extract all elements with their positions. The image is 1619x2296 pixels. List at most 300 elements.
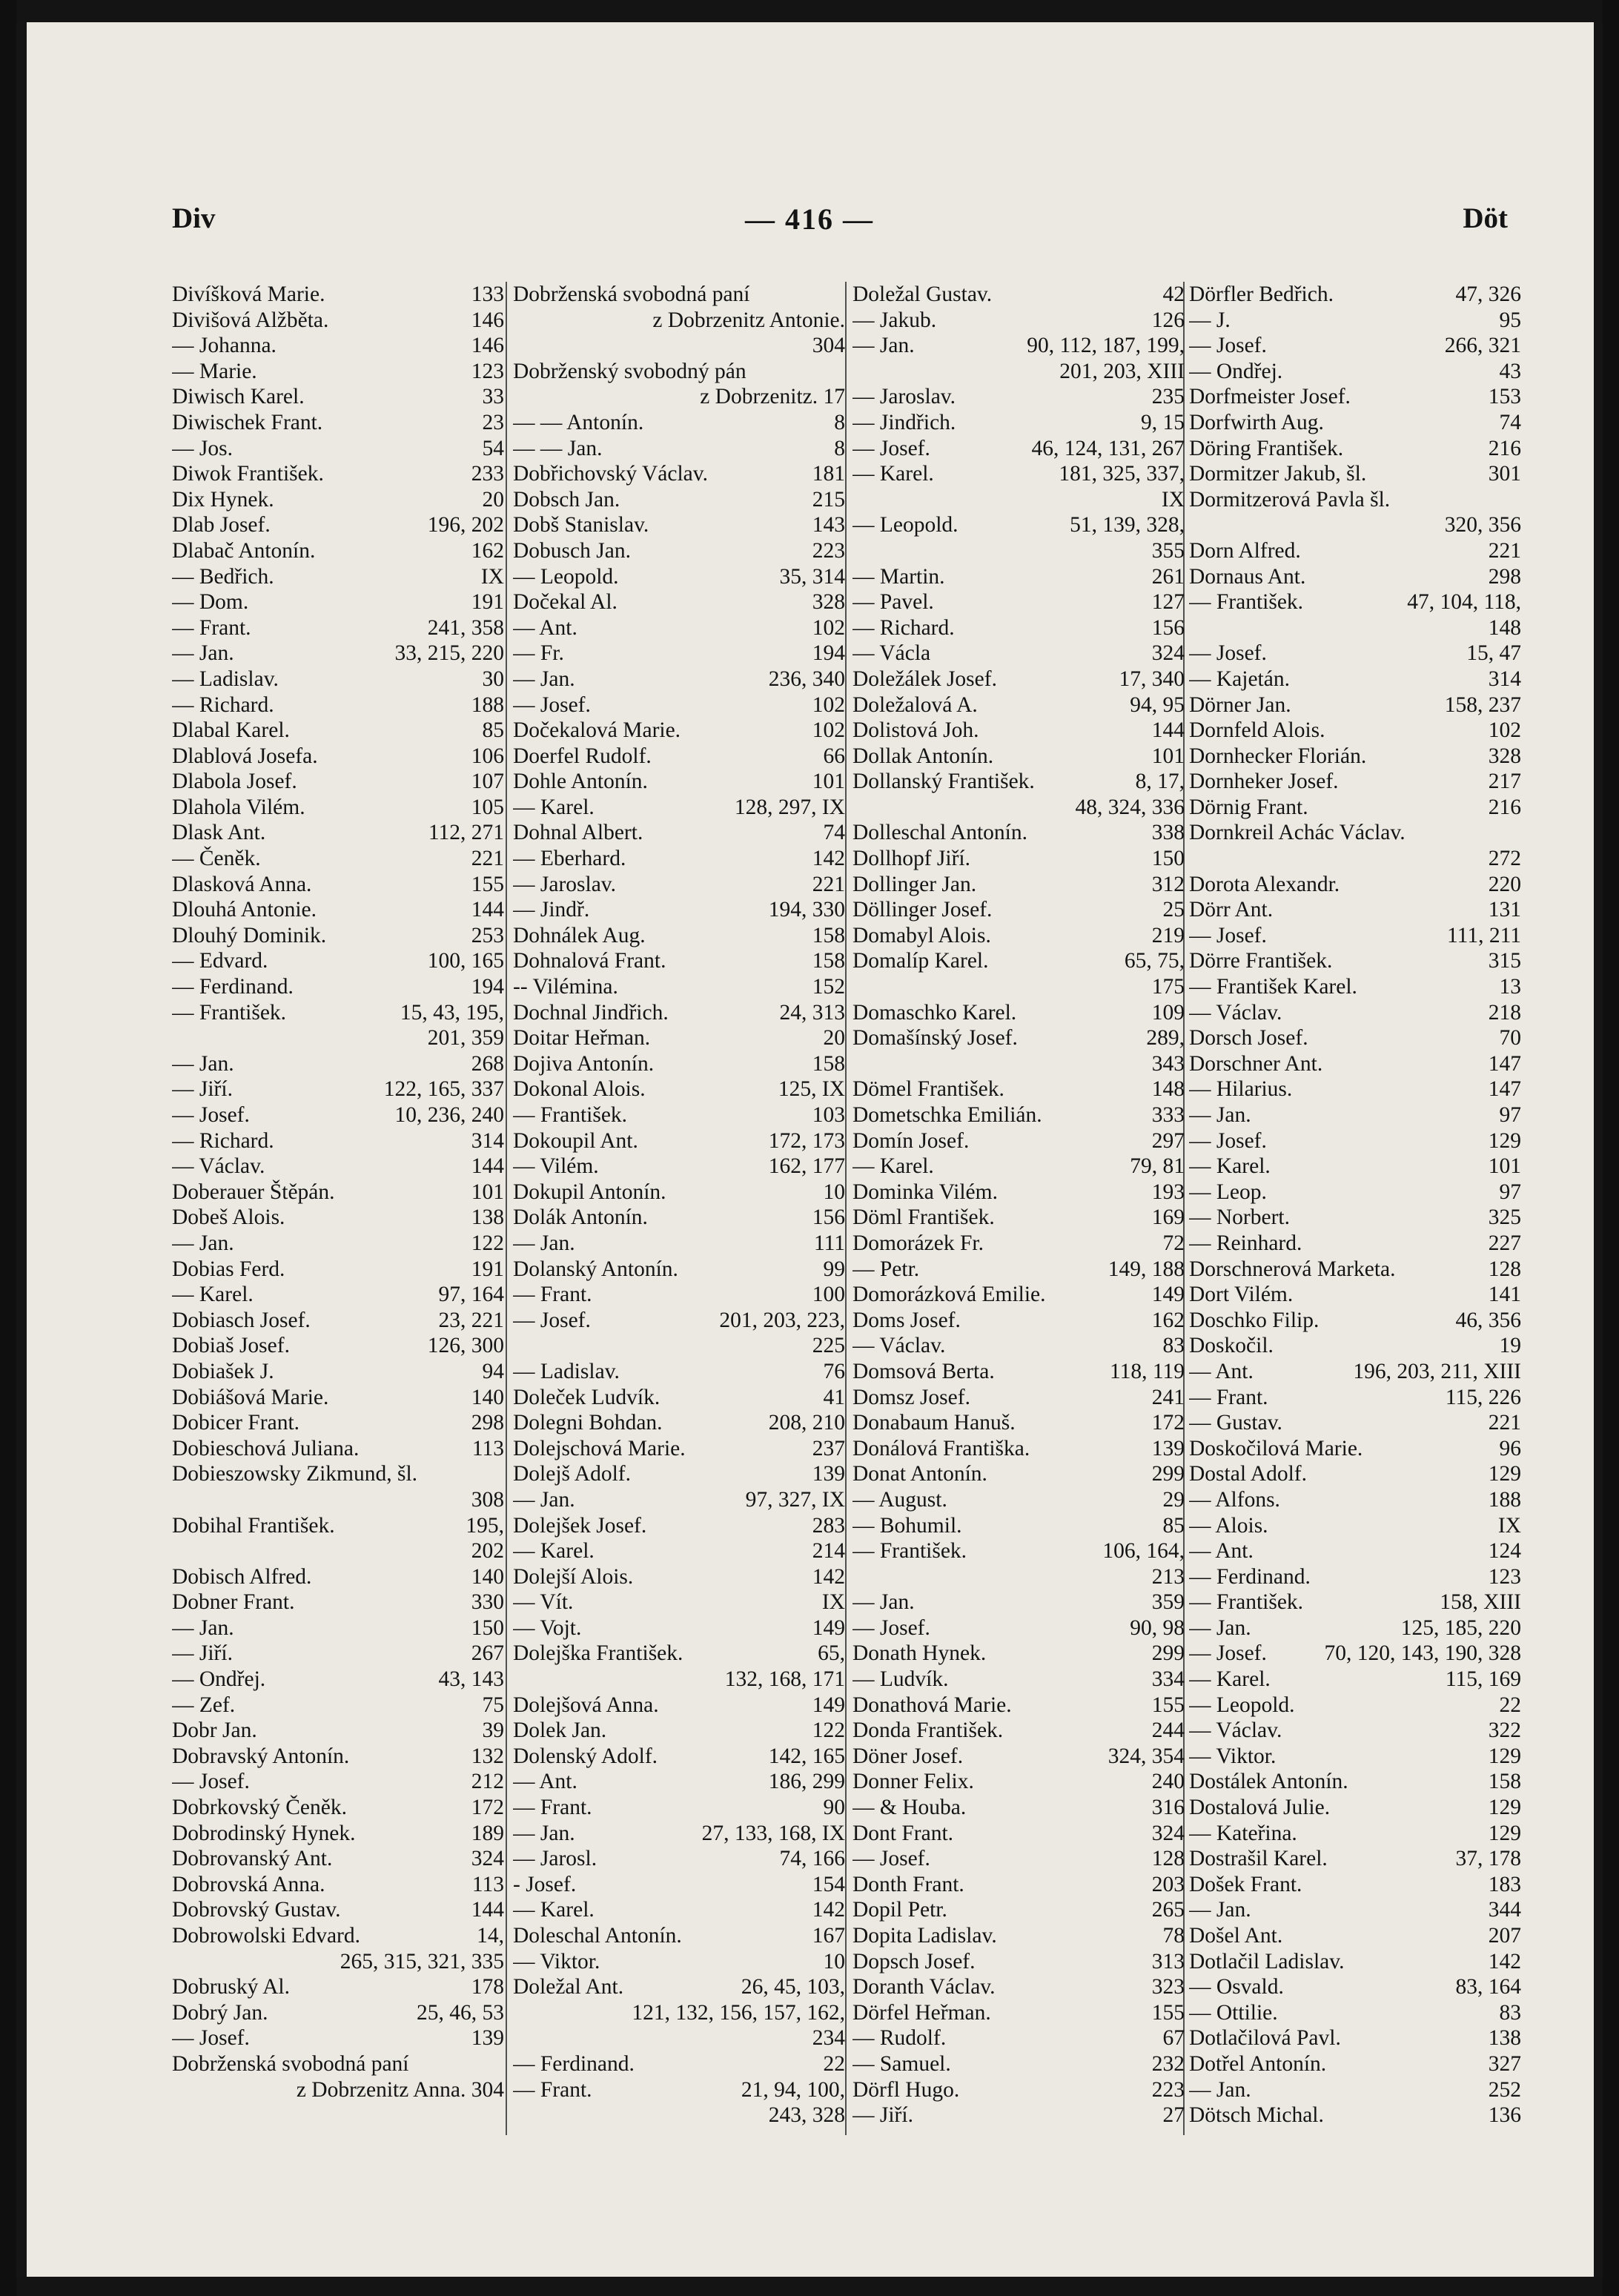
entry-pages: 183	[1488, 1872, 1521, 1896]
entry-name: — Edvard.	[172, 949, 268, 973]
entry-name: — Reinhard.	[1189, 1231, 1302, 1255]
index-entry	[172, 461, 504, 487]
entry-pages: 101	[1151, 744, 1185, 768]
entry-name: — Martin.	[852, 564, 945, 589]
entry-pages: 193	[1151, 1180, 1185, 1204]
entry-name: Dobrovský Gustav.	[172, 1898, 341, 1922]
index-entry	[172, 384, 504, 410]
entry-name: — Jan.	[172, 1615, 234, 1640]
entry-name: — Čeněk.	[172, 847, 261, 871]
entry-pages: 17, 340	[1119, 666, 1185, 691]
entry-pages: 240	[1151, 1770, 1185, 1794]
index-entry	[852, 512, 1185, 538]
entry-pages: 148	[1488, 615, 1521, 640]
index-entry	[1189, 1051, 1521, 1077]
entry-name: Dohnálek Aug.	[513, 923, 646, 947]
entry-pages: 219	[1151, 923, 1185, 947]
index-entry	[1189, 589, 1521, 615]
entry-pages: 267	[471, 1641, 504, 1666]
index-entry	[172, 1795, 504, 1821]
entry-pages: 268	[471, 1051, 504, 1076]
index-entry	[1189, 1513, 1521, 1539]
entry-pages: 138	[1488, 2026, 1521, 2051]
entry-name: Donálová Františka.	[852, 1436, 1030, 1460]
index-entry	[172, 846, 504, 872]
entry-pages: 75	[482, 1693, 504, 1717]
entry-pages: 22	[1499, 1693, 1521, 1717]
index-entry	[852, 1949, 1185, 1975]
entry-name: Dobrženská svobodná paní	[172, 2051, 409, 2076]
entry-pages: z Dobrzenitz Anna. 304	[296, 2077, 504, 2102]
entry-name: — Josef.	[1189, 1641, 1267, 1666]
index-entry	[1189, 1231, 1521, 1257]
entry-name: Donth Frant.	[852, 1872, 964, 1896]
index-entry	[513, 589, 845, 615]
index-entry	[852, 1923, 1185, 1949]
index-entry	[1189, 1102, 1521, 1128]
entry-pages: 9, 15	[1141, 410, 1185, 434]
entry-name: Dometschka Emilián.	[852, 1103, 1042, 1127]
entry-pages: 150	[471, 1615, 504, 1640]
entry-name: Dornfeld Alois.	[1189, 718, 1325, 743]
index-entry	[1189, 1795, 1521, 1821]
entry-pages: 208, 210	[768, 1411, 845, 1435]
index-entry	[1189, 1128, 1521, 1154]
entry-name: Dobihal František.	[172, 1513, 335, 1538]
entry-pages: 196, 202	[427, 513, 504, 537]
index-column-3	[852, 282, 1185, 2128]
entry-name: Dörr Ant.	[1189, 898, 1274, 922]
entry-pages: 315	[1488, 949, 1521, 973]
index-entry	[1189, 974, 1521, 1000]
index-entry	[172, 1667, 504, 1693]
entry-pages: 217	[1488, 770, 1521, 794]
index-entry	[852, 1564, 1185, 1590]
entry-pages: 54	[482, 436, 504, 460]
index-entry	[1189, 1487, 1521, 1513]
entry-name: — Jan.	[513, 1487, 575, 1512]
index-entry	[852, 1025, 1185, 1051]
entry-pages: 138	[471, 1205, 504, 1230]
entry-name: Dorschnerová Marketa.	[1189, 1257, 1396, 1281]
entry-name: Dobrovská Anna.	[172, 1872, 325, 1896]
entry-pages: 20	[823, 1026, 845, 1051]
index-entry	[852, 1180, 1185, 1205]
entry-pages: 172	[471, 1796, 504, 1820]
index-entry	[172, 641, 504, 666]
index-entry	[513, 897, 845, 923]
index-entry	[513, 948, 845, 974]
entry-pages: 308	[471, 1487, 504, 1512]
index-entry	[852, 564, 1185, 590]
entry-name: Dotlačilová Pavl.	[1189, 2026, 1341, 2051]
entry-pages: 216	[1488, 436, 1521, 460]
entry-name: — Václav.	[1189, 1000, 1282, 1025]
entry-pages: 299	[1151, 1462, 1185, 1486]
entry-pages: 181	[812, 462, 845, 486]
entry-pages: 325	[1488, 1205, 1521, 1230]
index-entry	[513, 1564, 845, 1590]
index-entry	[172, 923, 504, 949]
entry-name: — Alfons.	[1189, 1487, 1280, 1512]
entry-name: — Petr.	[852, 1257, 920, 1281]
index-entry	[513, 1180, 845, 1205]
entry-name: Doležalová A.	[852, 692, 978, 717]
index-entry	[513, 1667, 845, 1693]
entry-pages: 97, 327, IX	[745, 1487, 845, 1512]
index-entry	[513, 1693, 845, 1718]
entry-pages: 101	[812, 770, 845, 794]
entry-name: Dostal Adolf.	[1189, 1462, 1307, 1486]
index-entry	[852, 410, 1185, 436]
entry-name: Dolák Antonín.	[513, 1205, 648, 1230]
index-entry	[1189, 1025, 1521, 1051]
entry-pages: 203	[1151, 1872, 1185, 1896]
index-entry	[513, 308, 845, 334]
entry-pages: 139	[471, 2026, 504, 2051]
entry-name: — Ferdinand.	[1189, 1564, 1311, 1589]
entry-name: Doms Josef.	[852, 1308, 961, 1332]
entry-pages: 178	[471, 1975, 504, 1999]
entry-pages: 298	[1488, 564, 1521, 589]
index-entry	[852, 333, 1185, 359]
index-entry	[1189, 436, 1521, 462]
index-entry	[172, 1487, 504, 1513]
entry-name: Dlabola Josef.	[172, 770, 297, 794]
index-entry	[513, 1051, 845, 1077]
entry-name: Dočekal Al.	[513, 590, 618, 615]
index-entry	[1189, 923, 1521, 949]
entry-pages: 194	[471, 975, 504, 999]
index-entry	[172, 974, 504, 1000]
entry-name: Doberauer Štěpán.	[172, 1180, 335, 1204]
entry-pages: 70	[1499, 1026, 1521, 1051]
index-entry	[172, 1333, 504, 1359]
index-entry	[1189, 820, 1521, 846]
index-entry	[1189, 282, 1521, 308]
entry-name: — Fr.	[513, 641, 564, 666]
entry-name: — Karel.	[513, 795, 595, 819]
entry-pages: 85	[1162, 1513, 1185, 1538]
entry-name: — Vojt.	[513, 1615, 582, 1640]
entry-pages: 122	[812, 1718, 845, 1743]
entry-pages: 123	[1488, 1564, 1521, 1589]
index-entry	[852, 359, 1185, 385]
entry-pages: 22	[823, 2051, 845, 2076]
index-entry	[172, 487, 504, 513]
index-entry	[172, 308, 504, 334]
index-entry	[172, 1769, 504, 1795]
entry-pages: 123	[471, 359, 504, 383]
index-entry	[852, 436, 1185, 462]
entry-name: Dopsch Josef.	[852, 1949, 976, 1974]
entry-pages: 175	[1151, 975, 1185, 999]
index-entry	[1189, 2077, 1521, 2103]
index-entry	[852, 1000, 1185, 1026]
page-number: — 416 —	[745, 202, 874, 236]
entry-pages: 65,	[818, 1641, 845, 1666]
entry-name: — Karel.	[852, 462, 934, 486]
entry-pages: 72	[1162, 1231, 1185, 1255]
entry-name: Dörfl Hugo.	[852, 2077, 960, 2102]
index-entry	[852, 308, 1185, 334]
entry-name: Doskočilová Marie.	[1189, 1436, 1363, 1460]
index-entry	[852, 1076, 1185, 1102]
entry-name: — Jan.	[1189, 1898, 1251, 1922]
index-entry	[852, 666, 1185, 692]
entry-pages: 201, 359	[427, 1026, 504, 1051]
entry-pages: 13	[1499, 975, 1521, 999]
entry-pages: 94	[482, 1359, 504, 1383]
entry-pages: 158	[1488, 1770, 1521, 1794]
entry-name: Dörfel Heřman.	[852, 2000, 991, 2025]
entry-pages: 101	[471, 1180, 504, 1204]
entry-pages: 195,	[466, 1513, 504, 1538]
entry-pages: 74, 166	[779, 1847, 845, 1871]
entry-pages: 359	[1151, 1590, 1185, 1615]
index-entry	[852, 1410, 1185, 1436]
entry-pages: 133	[471, 282, 504, 306]
entry-pages: 324	[1151, 641, 1185, 666]
entry-pages: 140	[471, 1564, 504, 1589]
entry-pages: 207	[1488, 1924, 1521, 1948]
index-entry	[513, 1461, 845, 1487]
entry-pages: 265, 315, 321, 335	[340, 1949, 504, 1974]
entry-name: — František.	[513, 1103, 628, 1127]
entry-name: — Karel.	[513, 1539, 595, 1564]
entry-pages: 142, 165	[768, 1744, 845, 1768]
entry-pages: 113	[471, 1872, 504, 1896]
entry-name: Dolejschová Marie.	[513, 1436, 686, 1460]
entry-name: — Jindřich.	[852, 410, 956, 434]
entry-pages: 328	[812, 590, 845, 615]
entry-pages: 320, 356	[1444, 513, 1521, 537]
entry-name: — Josef.	[1189, 923, 1267, 947]
entry-name: Dollhopf Jiří.	[852, 847, 970, 871]
entry-name: — Josef.	[852, 436, 930, 460]
entry-name: Dolek Jan.	[513, 1718, 607, 1743]
entry-pages: 144	[471, 898, 504, 922]
entry-pages: 105	[471, 795, 504, 819]
entry-name: — Johanna.	[172, 334, 277, 358]
index-column-1	[172, 282, 504, 2103]
entry-pages: 313	[1151, 1949, 1185, 1974]
entry-pages: 14,	[477, 1924, 504, 1948]
entry-name: — Leopold.	[1189, 1693, 1295, 1717]
entry-pages: 20	[482, 487, 504, 512]
index-entry	[513, 1897, 845, 1923]
index-entry	[172, 436, 504, 462]
entry-name: Doležálek Josef.	[852, 666, 997, 691]
entry-name: Dolanský Antonín.	[513, 1257, 678, 1281]
entry-pages: 261	[1151, 564, 1185, 589]
entry-pages: 15, 47	[1466, 641, 1521, 666]
index-entry	[513, 1257, 845, 1283]
entry-pages: 213	[1151, 1564, 1185, 1589]
index-entry	[1189, 1923, 1521, 1949]
index-entry	[1189, 1667, 1521, 1693]
entry-pages: 191	[471, 590, 504, 615]
entry-name: — Ludvík.	[852, 1667, 949, 1692]
entry-name: — Karel.	[513, 1898, 595, 1922]
entry-pages: 162, 177	[768, 1154, 845, 1179]
entry-name: — František.	[1189, 1590, 1304, 1615]
entry-name: — Jakub.	[852, 308, 937, 332]
index-entry	[1189, 1641, 1521, 1667]
index-entry	[172, 1897, 504, 1923]
index-entry	[1189, 615, 1521, 641]
entry-name: Dobruský Al.	[172, 1975, 290, 1999]
entry-name: Dotřel Antonín.	[1189, 2051, 1327, 2076]
entry-name: — Jiří.	[172, 1641, 233, 1666]
entry-pages: 90	[823, 1796, 845, 1820]
entry-name: Dobrovanský Ant.	[172, 1847, 333, 1871]
index-entry	[1189, 846, 1521, 872]
entry-pages: 330	[471, 1590, 504, 1615]
entry-name: Dokonal Alois.	[513, 1077, 646, 1102]
index-entry	[852, 641, 1185, 666]
entry-name: Dorsch Josef.	[1189, 1026, 1308, 1051]
entry-name: — Jiří.	[852, 2103, 913, 2128]
entry-pages: 153	[1488, 385, 1521, 409]
entry-name: Domorázek Fr.	[852, 1231, 984, 1255]
index-entry	[1189, 641, 1521, 666]
index-entry	[852, 744, 1185, 770]
entry-pages: 265	[1151, 1898, 1185, 1922]
entry-pages: 147	[1488, 1051, 1521, 1076]
entry-pages: 328	[1488, 744, 1521, 768]
entry-name: — Kajetán.	[1189, 666, 1290, 691]
entry-name: — Jan.	[513, 1231, 575, 1255]
entry-pages: 333	[1151, 1103, 1185, 1127]
entry-name: — Leopold.	[513, 564, 619, 589]
entry-pages: 237	[812, 1436, 845, 1460]
index-entry	[513, 974, 845, 1000]
entry-pages: 128	[1151, 1847, 1185, 1871]
entry-pages: 8	[834, 410, 845, 434]
index-entry	[172, 2000, 504, 2026]
entry-name: Dopil Petr.	[852, 1898, 947, 1922]
entry-pages: 90, 98	[1130, 1615, 1185, 1640]
entry-name: Dix Hynek.	[172, 487, 274, 512]
index-entry	[513, 512, 845, 538]
index-entry	[513, 641, 845, 666]
entry-pages: 162	[1151, 1308, 1185, 1332]
entry-name: Domín Josef.	[852, 1128, 970, 1153]
index-entry	[852, 1872, 1185, 1898]
entry-pages: 106	[471, 744, 504, 768]
entry-pages: 156	[812, 1205, 845, 1230]
entry-pages: 298	[471, 1411, 504, 1435]
entry-pages: 236, 340	[768, 666, 845, 691]
entry-name: — Jarosl.	[513, 1847, 597, 1871]
entry-name: Domabyl Alois.	[852, 923, 991, 947]
index-entry	[172, 615, 504, 641]
entry-name: — Josef.	[513, 1308, 591, 1332]
entry-name: — Karel.	[1189, 1154, 1271, 1179]
entry-name: Dobr Jan.	[172, 1718, 257, 1743]
entry-pages: 149, 188	[1108, 1257, 1185, 1281]
index-entry	[513, 2077, 845, 2103]
entry-pages: 324, 354	[1108, 1744, 1185, 1768]
entry-pages: 148	[1151, 1077, 1185, 1102]
entry-pages: 115, 169	[1445, 1667, 1521, 1692]
entry-pages: 233	[471, 462, 504, 486]
index-entry	[852, 769, 1185, 795]
entry-name: — Ant.	[1189, 1539, 1254, 1564]
entry-name: Dostalová Julie.	[1189, 1796, 1331, 1820]
index-entry	[513, 2025, 845, 2051]
entry-pages: 220	[1488, 872, 1521, 896]
entry-pages: 78	[1162, 1924, 1185, 1948]
entry-pages: 316	[1151, 1796, 1185, 1820]
index-entry	[513, 846, 845, 872]
entry-pages: 129	[1488, 1744, 1521, 1768]
index-entry	[172, 718, 504, 744]
entry-name: — Samuel.	[852, 2051, 951, 2076]
entry-name: Dobřichovský Václav.	[513, 462, 708, 486]
entry-pages: 304	[812, 334, 845, 358]
entry-pages: 299	[1151, 1641, 1185, 1666]
entry-pages: 8, 17,	[1135, 770, 1185, 794]
entry-pages: 41	[823, 1385, 845, 1409]
entry-pages: 47, 326	[1455, 282, 1521, 306]
index-entry	[172, 1025, 504, 1051]
index-entry	[1189, 692, 1521, 718]
entry-name: — Jos.	[172, 436, 233, 460]
index-entry	[172, 2077, 504, 2103]
entry-name: — Josef.	[852, 1615, 930, 1640]
entry-name: — Josef.	[513, 692, 591, 717]
entry-name: — Pavel.	[852, 590, 934, 615]
entry-pages: 121, 132, 156, 157, 162,	[632, 2000, 845, 2025]
entry-name: Doležal Gustav.	[852, 282, 993, 306]
entry-pages: 221	[1488, 538, 1521, 563]
entry-pages: 162	[471, 538, 504, 563]
index-entry	[1189, 1076, 1521, 1102]
entry-pages: 155	[1151, 1693, 1185, 1717]
index-entry	[513, 1974, 845, 2000]
index-entry	[852, 1359, 1185, 1385]
index-entry	[172, 1872, 504, 1898]
entry-pages: 188	[1488, 1487, 1521, 1512]
entry-name: — Karel.	[1189, 1667, 1271, 1692]
index-entry	[513, 1128, 845, 1154]
entry-pages: 272	[1488, 847, 1521, 871]
entry-name: Dlask Ant.	[172, 821, 266, 845]
index-entry	[852, 589, 1185, 615]
entry-pages: 218	[1488, 1000, 1521, 1025]
entry-name: Dočekalová Marie.	[513, 718, 681, 743]
entry-name: — Josef.	[1189, 334, 1267, 358]
index-entry	[172, 589, 504, 615]
index-entry	[1189, 1359, 1521, 1385]
entry-name: Donat Antonín.	[852, 1462, 987, 1486]
index-entry	[172, 1180, 504, 1205]
entry-name: Dlahola Vilém.	[172, 795, 305, 819]
entry-pages: 67	[1162, 2026, 1185, 2051]
index-entry	[852, 974, 1185, 1000]
entry-name: Dornhecker Florián.	[1189, 744, 1367, 768]
entry-name: - Josef.	[513, 1872, 577, 1896]
entry-name: — Hilarius.	[1189, 1077, 1293, 1102]
index-entry	[852, 1102, 1185, 1128]
entry-pages: 232	[1151, 2051, 1185, 2076]
entry-name: — Jan.	[852, 1590, 915, 1615]
entry-pages: 142	[812, 1898, 845, 1922]
index-entry	[513, 1641, 845, 1667]
index-entry	[852, 1436, 1185, 1462]
